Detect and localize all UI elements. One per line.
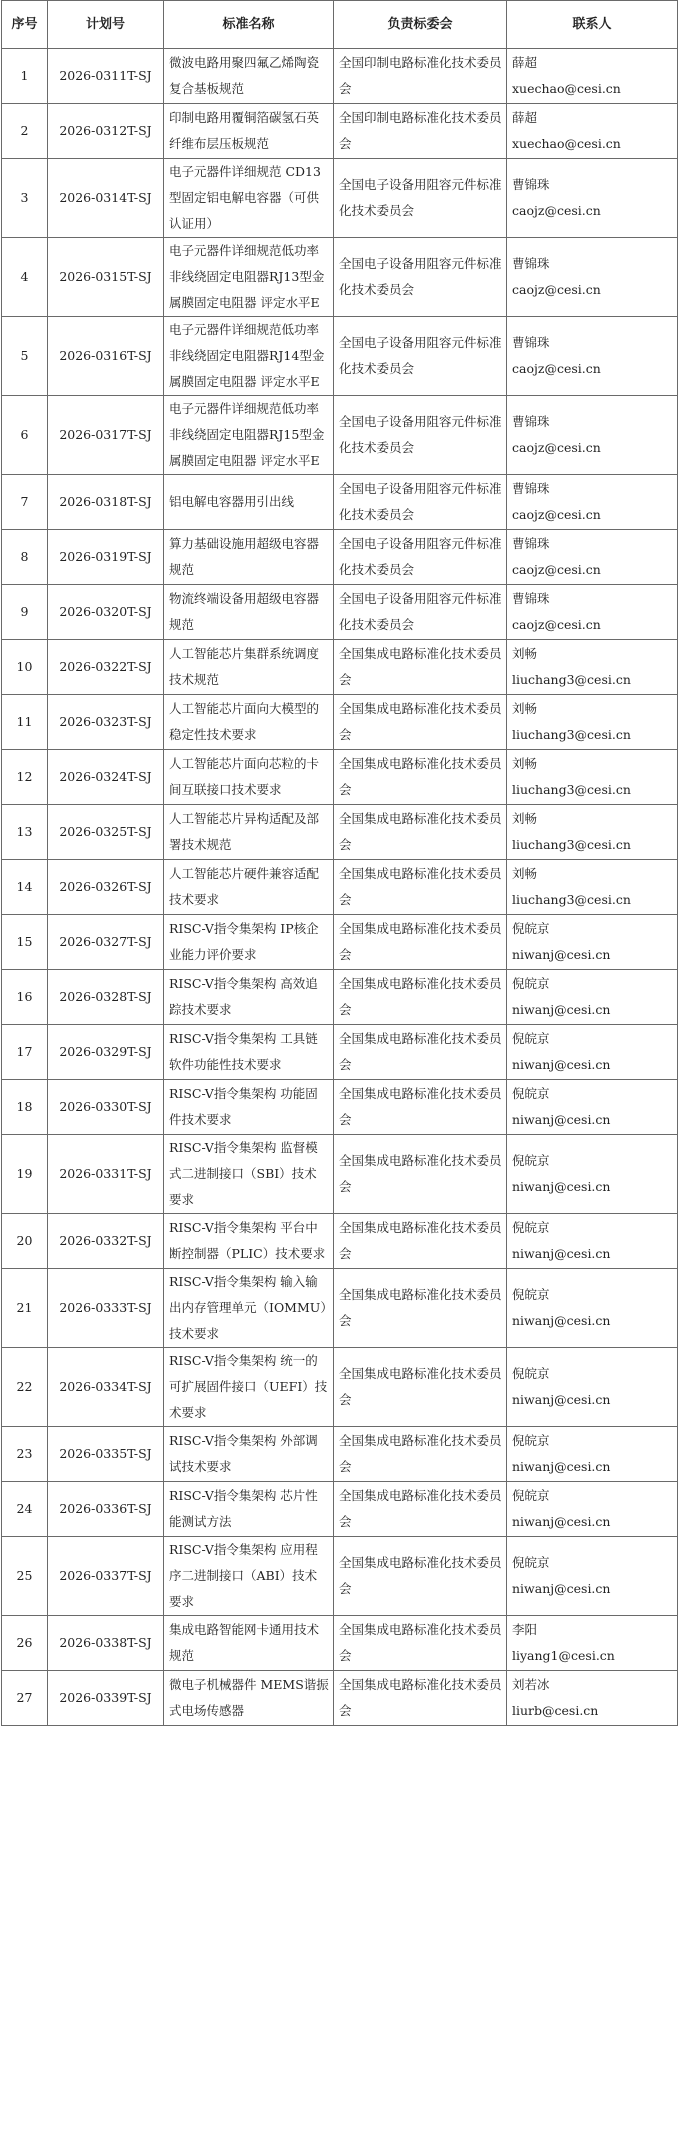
standard-name: 物流终端设备用超级电容器规范 [164,585,334,640]
committee-name: 全国集成电路标准化技术委员会 [334,640,507,695]
plan-number: 2026-0318T-SJ [48,475,164,530]
table-row [2,695,678,750]
table-row [2,159,678,238]
plan-number: 2026-0323T-SJ [48,695,164,750]
contact-cell [507,1269,678,1348]
contact-name: 李阳 [512,1622,538,1637]
contact-cell [507,915,678,970]
table-row [2,317,678,396]
contact-name: 倪皖京 [512,1287,550,1302]
plan-number: 2026-0332T-SJ [48,1214,164,1269]
contact-cell [507,695,678,750]
row-number: 13 [2,805,48,860]
table-row [2,750,678,805]
plan-number: 2026-0314T-SJ [48,159,164,238]
contact-cell [507,1427,678,1482]
committee-name: 全国集成电路标准化技术委员会 [334,1214,507,1269]
row-number: 14 [2,860,48,915]
contact-name: 倪皖京 [512,1031,550,1046]
contact-name: 倪皖京 [512,1555,550,1570]
row-number: 22 [2,1348,48,1427]
contact-email: liuchang3@cesi.cn [512,837,631,852]
contact-email: niwanj@cesi.cn [512,1246,611,1261]
row-number: 18 [2,1080,48,1135]
row-number: 6 [2,396,48,475]
table-row [2,1482,678,1537]
contact-name: 倪皖京 [512,976,550,991]
contact-email: caojz@cesi.cn [512,617,601,632]
table-row [2,585,678,640]
contact-name: 倪皖京 [512,921,550,936]
header-plan: 计划号 [48,1,164,49]
contact-name: 刘畅 [512,701,538,716]
contact-email: niwanj@cesi.cn [512,1581,611,1596]
committee-name: 全国集成电路标准化技术委员会 [334,1482,507,1537]
table-row [2,1135,678,1214]
table-body [2,49,678,1726]
plan-number: 2026-0312T-SJ [48,104,164,159]
contact-email: caojz@cesi.cn [512,203,601,218]
header-contact: 联系人 [507,1,678,49]
contact-name: 刘畅 [512,811,538,826]
table-row [2,238,678,317]
standard-name: RISC-V指令集架构 工具链软件功能性技术要求 [164,1025,334,1080]
contact-email: caojz@cesi.cn [512,282,601,297]
contact-email: caojz@cesi.cn [512,361,601,376]
committee-name: 全国集成电路标准化技术委员会 [334,1616,507,1671]
contact-email: niwanj@cesi.cn [512,1459,611,1474]
committee-name: 全国集成电路标准化技术委员会 [334,805,507,860]
committee-name: 全国集成电路标准化技术委员会 [334,860,507,915]
contact-name: 曹锦珠 [512,177,550,192]
contact-name: 倪皖京 [512,1366,550,1381]
contact-cell [507,1025,678,1080]
plan-number: 2026-0330T-SJ [48,1080,164,1135]
table-row [2,860,678,915]
plan-number: 2026-0324T-SJ [48,750,164,805]
table-row [2,970,678,1025]
committee-name: 全国集成电路标准化技术委员会 [334,1080,507,1135]
contact-email: niwanj@cesi.cn [512,1514,611,1529]
standard-name: 算力基础设施用超级电容器规范 [164,530,334,585]
row-number: 9 [2,585,48,640]
plan-number: 2026-0337T-SJ [48,1537,164,1616]
committee-name: 全国集成电路标准化技术委员会 [334,1537,507,1616]
standard-name: RISC-V指令集架构 高效追踪技术要求 [164,970,334,1025]
standard-name: 微波电路用聚四氟乙烯陶瓷复合基板规范 [164,49,334,104]
table-row [2,805,678,860]
contact-cell [507,640,678,695]
table-header-row [2,1,678,49]
committee-name: 全国集成电路标准化技术委员会 [334,1025,507,1080]
contact-email: niwanj@cesi.cn [512,1002,611,1017]
table-row [2,1671,678,1726]
contact-email: liuchang3@cesi.cn [512,672,631,687]
standard-name: 人工智能芯片异构适配及部署技术规范 [164,805,334,860]
committee-name: 全国印制电路标准化技术委员会 [334,104,507,159]
contact-email: liuchang3@cesi.cn [512,782,631,797]
contact-name: 刘畅 [512,646,538,661]
contact-name: 薛超 [512,110,538,125]
row-number: 19 [2,1135,48,1214]
plan-number: 2026-0333T-SJ [48,1269,164,1348]
plan-number: 2026-0327T-SJ [48,915,164,970]
contact-cell [507,238,678,317]
plan-number: 2026-0328T-SJ [48,970,164,1025]
standard-name: RISC-V指令集架构 芯片性能测试方法 [164,1482,334,1537]
standard-name: RISC-V指令集架构 输入输出内存管理单元（IOMMU）技术要求 [164,1269,334,1348]
contact-name: 曹锦珠 [512,256,550,271]
standard-name: 人工智能芯片硬件兼容适配技术要求 [164,860,334,915]
standard-name: RISC-V指令集架构 IP核企业能力评价要求 [164,915,334,970]
committee-name: 全国电子设备用阻容元件标准化技术委员会 [334,159,507,238]
committee-name: 全国电子设备用阻容元件标准化技术委员会 [334,317,507,396]
table-row [2,1616,678,1671]
header-no: 序号 [2,1,48,49]
contact-cell [507,805,678,860]
row-number: 20 [2,1214,48,1269]
contact-cell [507,1135,678,1214]
contact-cell [507,475,678,530]
standard-name: 印制电路用覆铜箔碳氢石英纤维布层压板规范 [164,104,334,159]
contact-email: xuechao@cesi.cn [512,136,621,151]
plan-number: 2026-0311T-SJ [48,49,164,104]
standard-name: RISC-V指令集架构 平台中断控制器（PLIC）技术要求 [164,1214,334,1269]
contact-cell [507,49,678,104]
standard-name: 人工智能芯片集群系统调度技术规范 [164,640,334,695]
standard-name: 微电子机械器件 MEMS谐振式电场传感器 [164,1671,334,1726]
standard-name: 电子元器件详细规范低功率非线绕固定电阻器RJ14型金属膜固定电阻器 评定水平E [164,317,334,396]
standard-name: 电子元器件详细规范低功率非线绕固定电阻器RJ13型金属膜固定电阻器 评定水平E [164,238,334,317]
contact-email: xuechao@cesi.cn [512,81,621,96]
table-row [2,1025,678,1080]
row-number: 7 [2,475,48,530]
contact-name: 曹锦珠 [512,335,550,350]
plan-number: 2026-0317T-SJ [48,396,164,475]
contact-email: liurb@cesi.cn [512,1703,599,1718]
plan-number: 2026-0320T-SJ [48,585,164,640]
contact-cell [507,970,678,1025]
row-number: 16 [2,970,48,1025]
table-row [2,1537,678,1616]
plan-number: 2026-0322T-SJ [48,640,164,695]
contact-name: 刘畅 [512,756,538,771]
row-number: 5 [2,317,48,396]
header-committee: 负责标委会 [334,1,507,49]
table-row [2,1269,678,1348]
standard-name: RISC-V指令集架构 应用程序二进制接口（ABI）技术要求 [164,1537,334,1616]
contact-email: niwanj@cesi.cn [512,1112,611,1127]
standard-name: 铝电解电容器用引出线 [164,475,334,530]
contact-name: 曹锦珠 [512,536,550,551]
committee-name: 全国印制电路标准化技术委员会 [334,49,507,104]
contact-email: liyang1@cesi.cn [512,1648,615,1663]
row-number: 15 [2,915,48,970]
contact-name: 曹锦珠 [512,481,550,496]
committee-name: 全国集成电路标准化技术委员会 [334,750,507,805]
standard-name: 电子元器件详细规范低功率非线绕固定电阻器RJ15型金属膜固定电阻器 评定水平E [164,396,334,475]
row-number: 17 [2,1025,48,1080]
committee-name: 全国集成电路标准化技术委员会 [334,970,507,1025]
contact-cell [507,1537,678,1616]
plan-number: 2026-0319T-SJ [48,530,164,585]
plan-number: 2026-0331T-SJ [48,1135,164,1214]
contact-name: 刘若冰 [512,1677,550,1692]
row-number: 11 [2,695,48,750]
row-number: 23 [2,1427,48,1482]
contact-cell [507,317,678,396]
table-row [2,1427,678,1482]
table-row [2,1080,678,1135]
contact-email: niwanj@cesi.cn [512,1392,611,1407]
contact-email: liuchang3@cesi.cn [512,892,631,907]
committee-name: 全国集成电路标准化技术委员会 [334,1671,507,1726]
committee-name: 全国集成电路标准化技术委员会 [334,1135,507,1214]
contact-cell [507,750,678,805]
contact-email: caojz@cesi.cn [512,440,601,455]
committee-name: 全国集成电路标准化技术委员会 [334,695,507,750]
plan-number: 2026-0334T-SJ [48,1348,164,1427]
plan-number: 2026-0316T-SJ [48,317,164,396]
row-number: 1 [2,49,48,104]
row-number: 27 [2,1671,48,1726]
contact-name: 刘畅 [512,866,538,881]
table-row [2,1348,678,1427]
table-row [2,640,678,695]
row-number: 2 [2,104,48,159]
contact-cell [507,1214,678,1269]
plan-number: 2026-0326T-SJ [48,860,164,915]
standard-name: RISC-V指令集架构 外部调试技术要求 [164,1427,334,1482]
contact-email: liuchang3@cesi.cn [512,727,631,742]
contact-email: niwanj@cesi.cn [512,1313,611,1328]
standard-name: RISC-V指令集架构 功能固件技术要求 [164,1080,334,1135]
plan-number: 2026-0338T-SJ [48,1616,164,1671]
contact-name: 倪皖京 [512,1086,550,1101]
row-number: 24 [2,1482,48,1537]
contact-cell [507,585,678,640]
committee-name: 全国电子设备用阻容元件标准化技术委员会 [334,475,507,530]
contact-email: caojz@cesi.cn [512,507,601,522]
standard-name: 人工智能芯片面向大模型的稳定性技术要求 [164,695,334,750]
standard-name: RISC-V指令集架构 监督模式二进制接口（SBI）技术要求 [164,1135,334,1214]
committee-name: 全国电子设备用阻容元件标准化技术委员会 [334,585,507,640]
row-number: 26 [2,1616,48,1671]
table-row [2,915,678,970]
contact-name: 曹锦珠 [512,591,550,606]
contact-name: 曹锦珠 [512,414,550,429]
table-row [2,49,678,104]
contact-cell [507,1616,678,1671]
table-row [2,475,678,530]
row-number: 21 [2,1269,48,1348]
plan-number: 2026-0335T-SJ [48,1427,164,1482]
contact-name: 倪皖京 [512,1488,550,1503]
table-row [2,530,678,585]
row-number: 3 [2,159,48,238]
standard-name: 集成电路智能网卡通用技术规范 [164,1616,334,1671]
contact-cell [507,1080,678,1135]
contact-name: 薛超 [512,55,538,70]
standard-name: RISC-V指令集架构 统一的可扩展固件接口（UEFI）技术要求 [164,1348,334,1427]
contact-name: 倪皖京 [512,1220,550,1235]
contact-name: 倪皖京 [512,1153,550,1168]
table-row [2,1214,678,1269]
standard-name: 人工智能芯片面向芯粒的卡间互联接口技术要求 [164,750,334,805]
row-number: 10 [2,640,48,695]
contact-email: niwanj@cesi.cn [512,1179,611,1194]
contact-email: niwanj@cesi.cn [512,947,611,962]
plan-number: 2026-0325T-SJ [48,805,164,860]
contact-cell [507,396,678,475]
contact-cell [507,860,678,915]
contact-email: caojz@cesi.cn [512,562,601,577]
plan-number: 2026-0336T-SJ [48,1482,164,1537]
committee-name: 全国集成电路标准化技术委员会 [334,1427,507,1482]
committee-name: 全国电子设备用阻容元件标准化技术委员会 [334,530,507,585]
contact-cell [507,104,678,159]
header-name: 标准名称 [164,1,334,49]
committee-name: 全国集成电路标准化技术委员会 [334,915,507,970]
contact-cell [507,1671,678,1726]
contact-cell [507,159,678,238]
committee-name: 全国集成电路标准化技术委员会 [334,1348,507,1427]
plan-number: 2026-0339T-SJ [48,1671,164,1726]
row-number: 25 [2,1537,48,1616]
row-number: 4 [2,238,48,317]
contact-email: niwanj@cesi.cn [512,1057,611,1072]
table-row [2,104,678,159]
contact-cell [507,1348,678,1427]
committee-name: 全国集成电路标准化技术委员会 [334,1269,507,1348]
contact-cell [507,1482,678,1537]
plan-number: 2026-0329T-SJ [48,1025,164,1080]
contact-name: 倪皖京 [512,1433,550,1448]
standards-table [1,0,678,1726]
plan-number: 2026-0315T-SJ [48,238,164,317]
standard-name: 电子元器件详细规范 CD13型固定铝电解电容器（可供认证用） [164,159,334,238]
row-number: 12 [2,750,48,805]
table-row [2,396,678,475]
committee-name: 全国电子设备用阻容元件标准化技术委员会 [334,396,507,475]
contact-cell [507,530,678,585]
row-number: 8 [2,530,48,585]
committee-name: 全国电子设备用阻容元件标准化技术委员会 [334,238,507,317]
